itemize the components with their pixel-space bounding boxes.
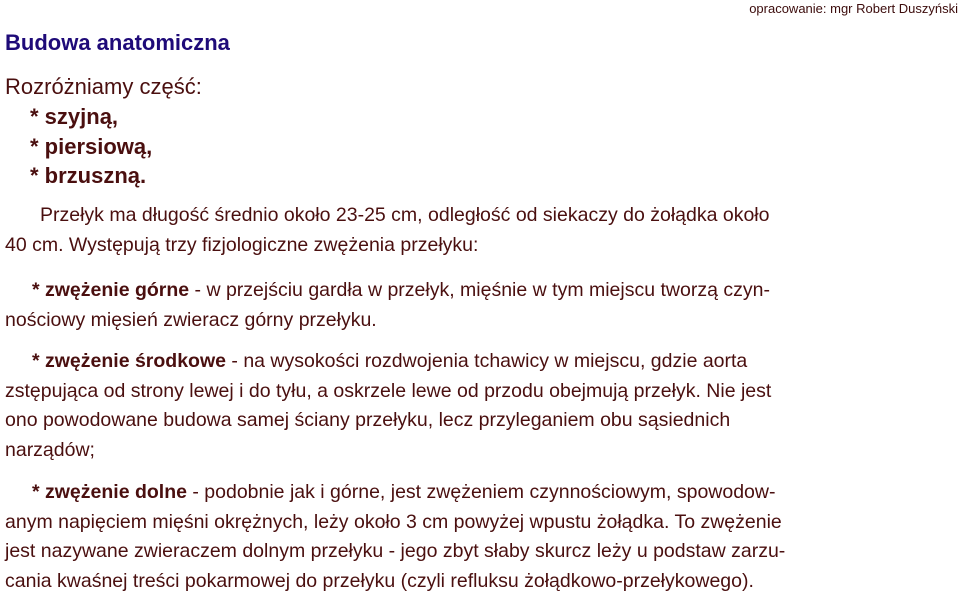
narrowing-upper-desc: - w przejściu gardła w przełyk, mięśnie w tym miejscu tworzą czyn- — [189, 279, 770, 301]
narrowing-lower-line-3: jest nazywane zwieraczem dolnym przełyku - jego zbyt słaby skurcz leży u podstaw zarzu- — [5, 537, 955, 567]
narrowing-middle-line-2: zstępująca od strony lewej i do tyłu, a oskrzele lewe od przodu obejmują przełyk. Nie jest — [5, 377, 955, 407]
intro-paragraph — [5, 201, 955, 260]
section-title: Budowa anatomiczna — [5, 30, 230, 56]
narrowing-lower-line-4: cania kwaśnej treści pokarmowej do przełyku (czyli refluksu żołądkowo-przełykowego). — [5, 567, 955, 596]
narrowing-upper-line-1 — [5, 276, 955, 306]
part-item-thoracic: * piersiową, — [30, 132, 152, 162]
parts-list — [30, 102, 152, 191]
author-attribution: opracowanie: mgr Robert Duszyński — [749, 1, 958, 16]
part-item-abdominal: * brzuszną. — [30, 161, 152, 191]
narrowing-lower-line-2: anym napięciem mięśni okrężnych, leży około 3 cm powyżej wpustu żołądka. To zwężenie — [5, 508, 955, 538]
narrowing-middle-desc: - na wysokości rozdwojenia tchawicy w miejscu, gdzie aorta — [226, 350, 747, 372]
narrowing-upper-line-2: nościowy mięsień zwieracz górny przełyku. — [5, 306, 955, 336]
parts-lead-text: Rozróżniamy część: — [5, 74, 202, 100]
intro-line-2: 40 cm. Występują trzy fizjologiczne zwężenia przełyku: — [5, 231, 955, 261]
narrowing-middle-term: * zwężenie środkowe — [32, 350, 226, 372]
narrowing-middle-line-3: ono powodowane budowa samej ściany przełyku, lecz przyleganiem obu sąsiednich — [5, 406, 955, 436]
narrowing-upper-term: * zwężenie górne — [32, 279, 189, 301]
narrowing-middle-line-1 — [5, 347, 955, 377]
intro-line-1: Przełyk ma długość średnio około 23-25 cm, odległość od siekaczy do żołądka około — [5, 201, 955, 231]
narrowing-lower-desc: - podobnie jak i górne, jest zwężeniem czynnościowym, spowodow- — [187, 481, 776, 503]
narrowing-lower-term: * zwężenie dolne — [32, 481, 187, 503]
narrowing-middle-paragraph — [5, 347, 955, 465]
narrowing-lower-line-1 — [5, 478, 955, 508]
narrowing-upper-paragraph — [5, 276, 955, 335]
narrowing-middle-line-4: narządów; — [5, 436, 955, 466]
narrowing-lower-paragraph — [5, 478, 955, 596]
part-item-cervical: * szyjną, — [30, 102, 152, 132]
